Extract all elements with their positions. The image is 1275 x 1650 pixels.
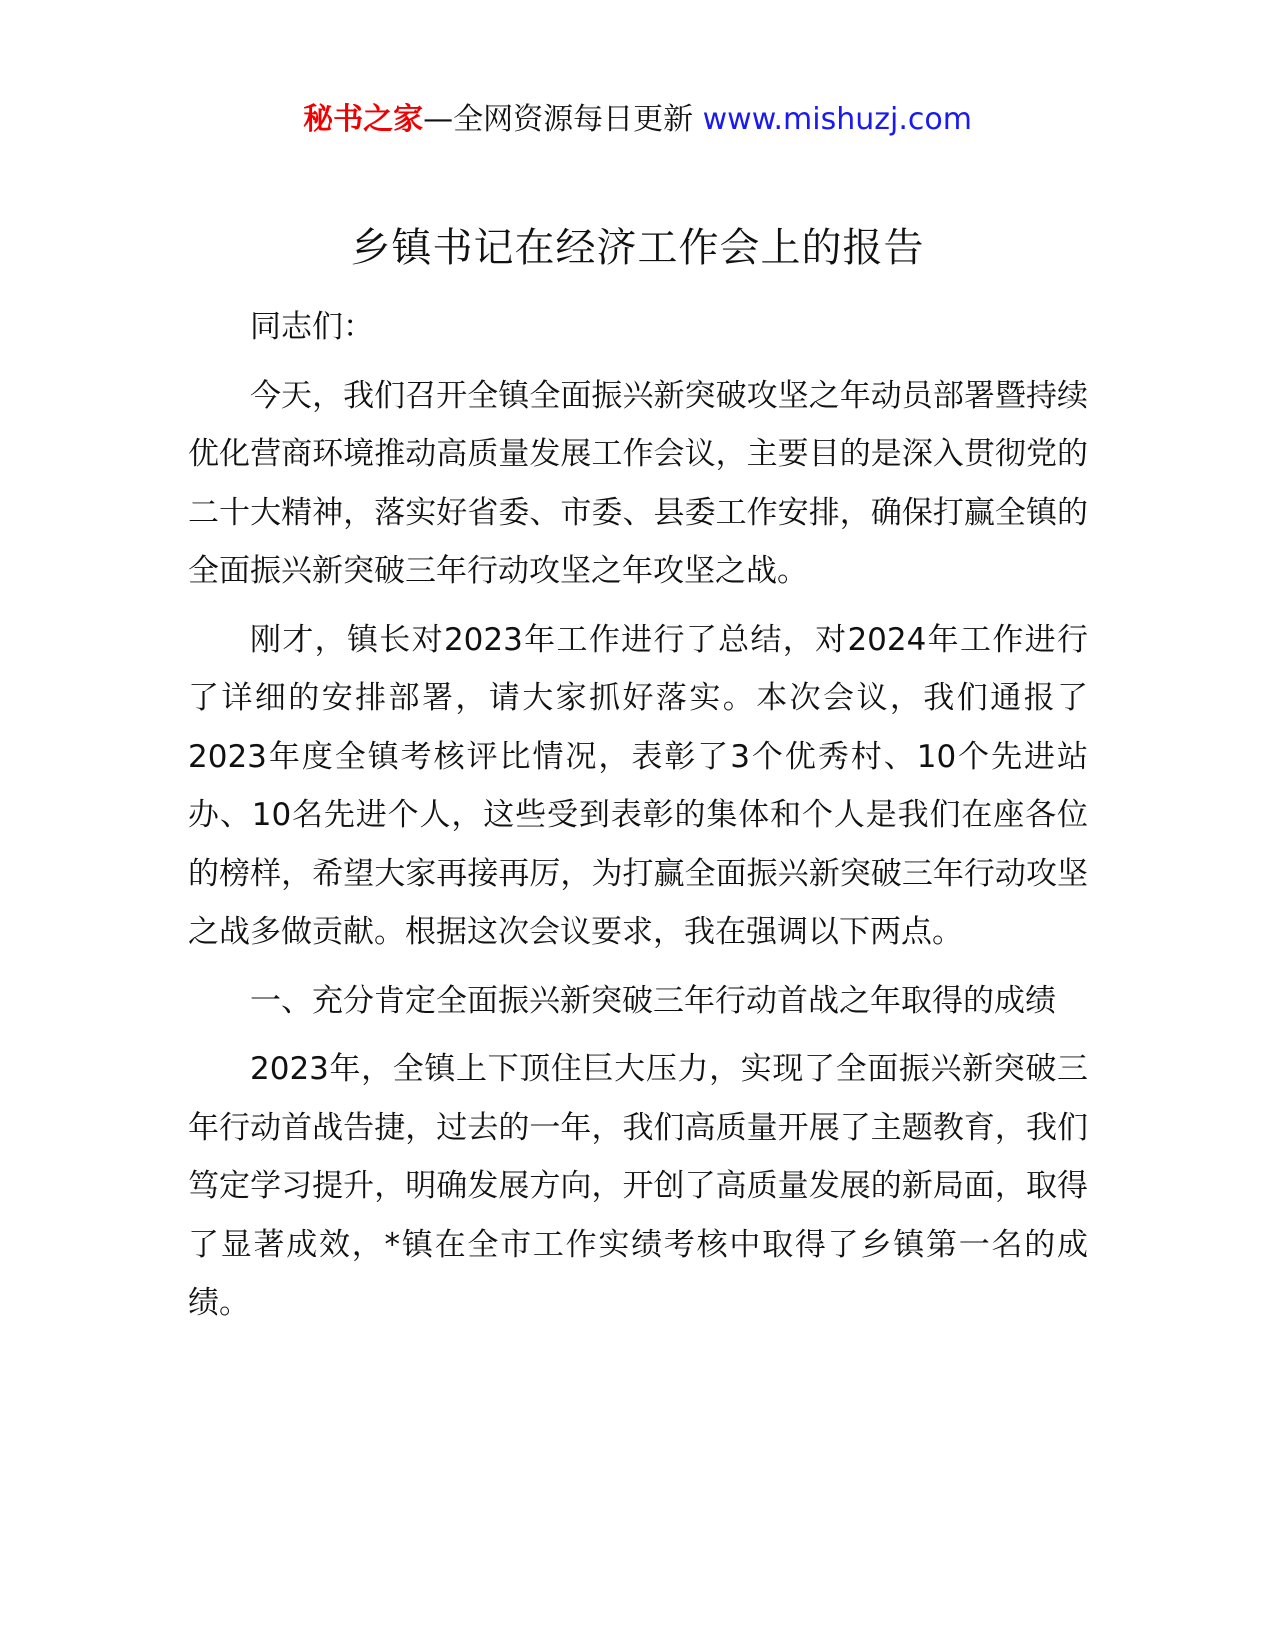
site-url-link[interactable]: www.mishuzj.com bbox=[702, 102, 972, 137]
site-header bbox=[0, 100, 1275, 140]
document-title: 乡镇书记在经济工作会上的报告 bbox=[350, 225, 925, 271]
section-heading-1: 一、充分肯定全面振兴新突破三年行动首战之年取得的成绩 bbox=[250, 982, 1056, 1019]
paragraph-intro: 今天，我们召开全镇全面振兴新突破攻坚之年动员部署暨持续优化营商环境推动高质量发展工作会议，主要目的是深入贯彻党的二十大精神，落实好省委、市委、县委工作安排，确保打赢全镇的全面振兴新突破三年行动攻坚之年攻坚之战。 bbox=[188, 377, 1088, 589]
site-tagline: —全网资源每日更新 bbox=[423, 102, 703, 137]
site-brand: 秘书之家 bbox=[303, 102, 424, 137]
document-body bbox=[188, 298, 1088, 1343]
greeting: 同志们： bbox=[250, 309, 374, 345]
paragraph-summary: 刚才，镇长对2023年工作进行了总结，对2024年工作进行了详细的安排部署，请大家抓好落实。本次会议，我们通报了2023年度全镇考核评比情况，表彰了3个优秀村、10个先进站办、10名先进个人，这些受到表彰的集体和个人是我们在座各位的榜样，希望大家再接再厉，为打赢全面振兴新突破三年行动攻坚之战多做贡献。根据这次会议要求，我在强调以下两点。 bbox=[188, 621, 1088, 950]
paragraph-achievements: 2023年，全镇上下顶住巨大压力，实现了全面振兴新突破三年行动首战告捷，过去的一年，我们高质量开展了主题教育，我们笃定学习提升，明确发展方向，开创了高质量发展的新局面，取得了显著成效，*镇在全市工作实绩考核中取得了乡镇第一名的成绩。 bbox=[188, 1051, 1088, 1321]
